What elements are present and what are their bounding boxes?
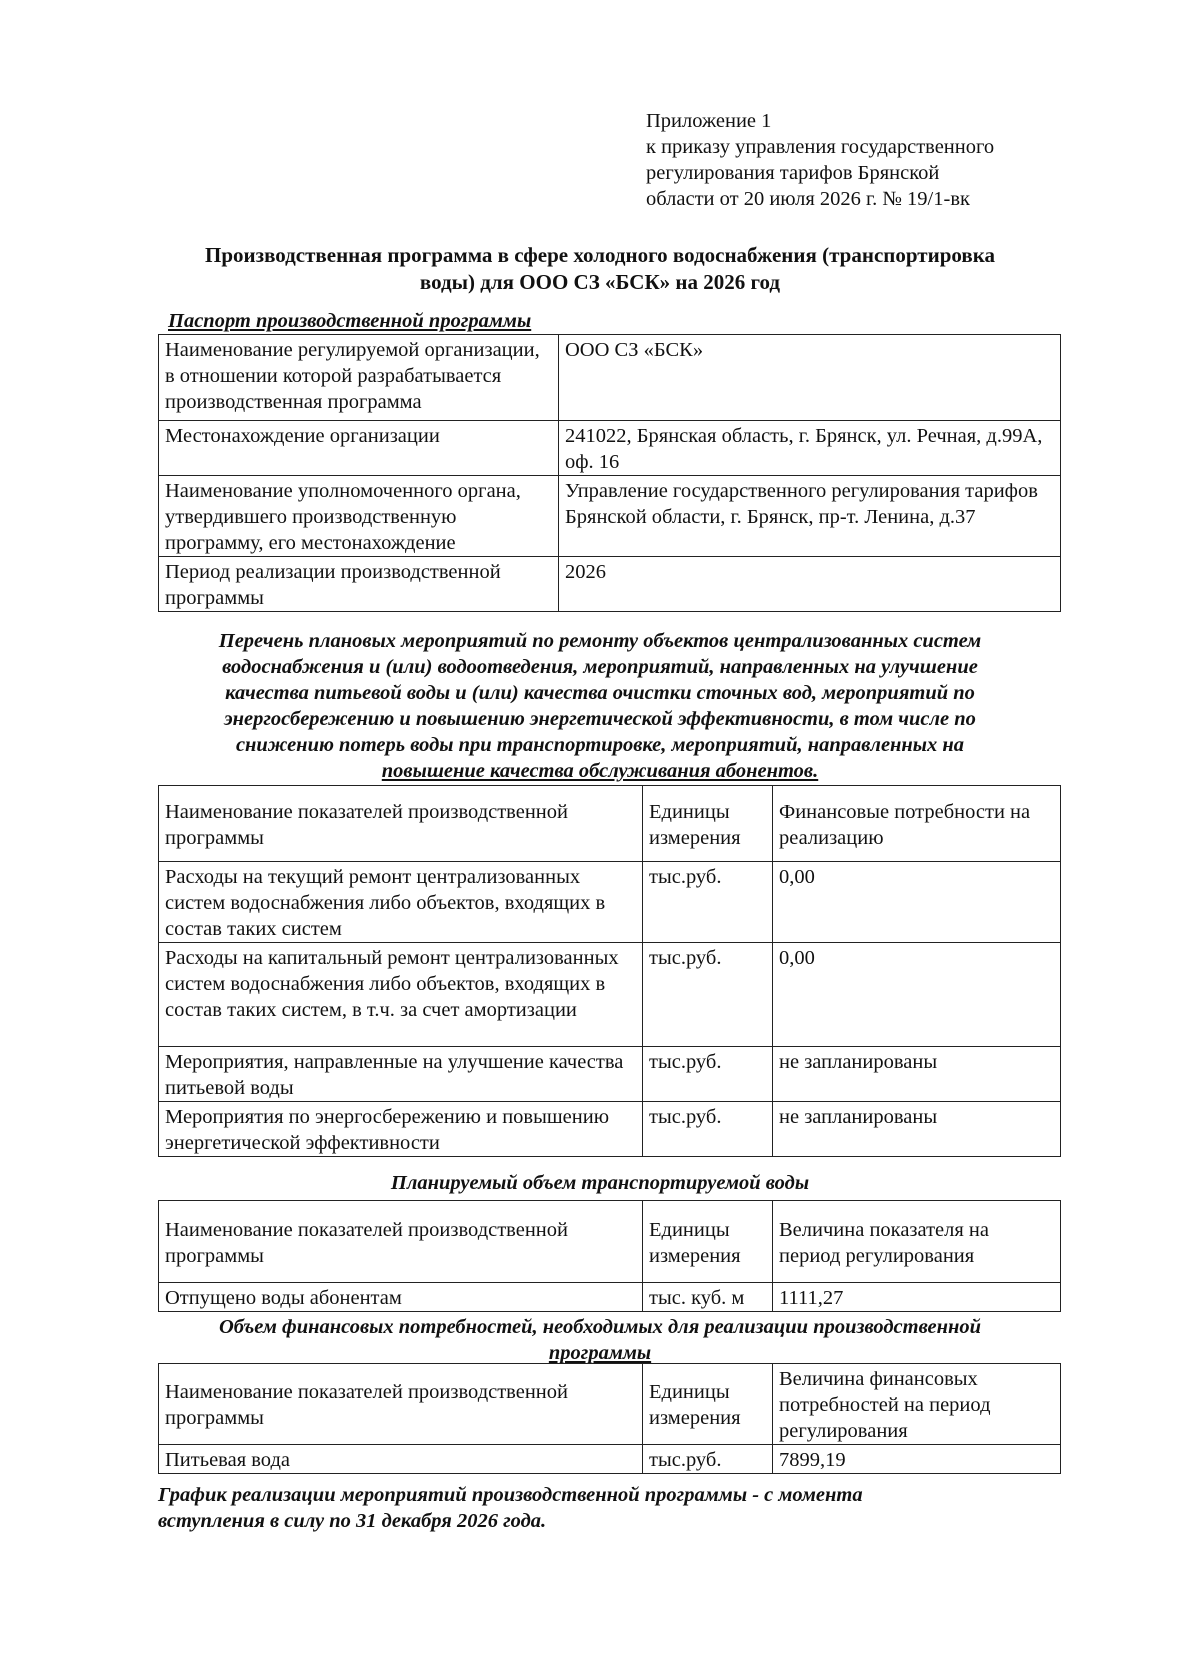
table-row bbox=[159, 421, 1061, 476]
passport-value: Управление государственного регулирования тарифов Брянской области, г. Брянск, пр-т. Ленина, д.37 bbox=[559, 476, 1061, 557]
schedule-line: вступления в силу по 31 декабря 2026 года. bbox=[158, 1510, 547, 1532]
cell-value: 7899,19 bbox=[773, 1445, 1061, 1474]
column-header: Финансовые потребности на реализацию bbox=[773, 786, 1061, 862]
cell-unit: тыс. куб. м bbox=[643, 1283, 773, 1312]
schedule-note bbox=[158, 1482, 1058, 1534]
column-header: Наименование показателей производственной программы bbox=[159, 1364, 643, 1445]
passport-table bbox=[158, 334, 1061, 612]
table-row bbox=[159, 862, 1061, 943]
column-header: Единицы измерения bbox=[643, 786, 773, 862]
volume-heading: Планируемый объем транспортируемой воды bbox=[390, 1172, 810, 1194]
title-line: Производственная программа в сфере холодного водоснабжения (транспортировка bbox=[205, 243, 995, 267]
column-header: Наименование показателей производственной программы bbox=[159, 1201, 643, 1283]
passport-label: Местонахождение организации bbox=[159, 421, 559, 476]
table-header-row bbox=[159, 786, 1061, 862]
cell-name: Отпущено воды абонентам bbox=[159, 1283, 643, 1312]
table-header-row bbox=[159, 1201, 1061, 1283]
passport-label: Период реализации производственной программы bbox=[159, 557, 559, 612]
cell-unit: тыс.руб. bbox=[643, 1445, 773, 1474]
appendix-line: Приложение 1 bbox=[646, 110, 772, 132]
cell-name: Мероприятия по энергосбережению и повышению энергетической эффективности bbox=[159, 1102, 643, 1157]
column-header: Единицы измерения bbox=[643, 1364, 773, 1445]
schedule-line: График реализации мероприятий производственной программы - с момента bbox=[158, 1484, 863, 1506]
appendix-block bbox=[646, 108, 1106, 212]
finance-heading bbox=[150, 1314, 1050, 1366]
column-header: Величина показателя на период регулирования bbox=[773, 1201, 1061, 1283]
table-row bbox=[159, 476, 1061, 557]
table-row bbox=[159, 557, 1061, 612]
cell-name: Расходы на текущий ремонт централизованных систем водоснабжения либо объектов, входящих в состав таких систем bbox=[159, 862, 643, 943]
cell-value: не запланированы bbox=[773, 1102, 1061, 1157]
passport-value: ООО СЗ «БСК» bbox=[559, 335, 1061, 421]
table-row bbox=[159, 335, 1061, 421]
measures-heading-line: качества питьевой воды и (или) качества очистки сточных вод, мероприятий по bbox=[225, 682, 975, 704]
column-header: Единицы измерения bbox=[643, 1201, 773, 1283]
cell-name: Мероприятия, направленные на улучшение качества питьевой воды bbox=[159, 1047, 643, 1102]
table-row bbox=[159, 1445, 1061, 1474]
measures-heading-line: водоснабжения и (или) водоотведения, мероприятий, направленных на улучшение bbox=[222, 656, 978, 678]
appendix-line: регулирования тарифов Брянской bbox=[646, 162, 940, 184]
cell-value: не запланированы bbox=[773, 1047, 1061, 1102]
cell-unit: тыс.руб. bbox=[643, 1047, 773, 1102]
measures-heading-line: Перечень плановых мероприятий по ремонту объектов централизованных систем bbox=[218, 630, 982, 652]
measures-heading-line: снижению потерь воды при транспортировке, мероприятий, направленных на bbox=[235, 734, 965, 756]
cell-unit: тыс.руб. bbox=[643, 862, 773, 943]
cell-value: 1111,27 bbox=[773, 1283, 1061, 1312]
cell-name: Расходы на капитальный ремонт централизованных систем водоснабжения либо объектов, входящих в состав таких систем, в т.ч. за счет амортизации bbox=[159, 943, 643, 1047]
measures-heading-line: повышение качества обслуживания абонентов. bbox=[381, 760, 819, 782]
cell-name: Питьевая вода bbox=[159, 1445, 643, 1474]
appendix-line: области от 20 июля 2026 г. № 19/1-вк bbox=[646, 188, 970, 210]
passport-value: 241022, Брянская область, г. Брянск, ул. Речная, д.99А, оф. 16 bbox=[559, 421, 1061, 476]
measures-heading-line: энергосбережению и повышению энергетической эффективности, в том числе по bbox=[224, 708, 976, 730]
table-row bbox=[159, 1047, 1061, 1102]
passport-heading: Паспорт производственной программы bbox=[168, 310, 532, 332]
finance-table bbox=[158, 1363, 1061, 1474]
appendix-line: к приказу управления государственного bbox=[646, 136, 995, 158]
cell-value: 0,00 bbox=[773, 943, 1061, 1047]
column-header: Наименование показателей производственной программы bbox=[159, 786, 643, 862]
title-line: воды) для ООО СЗ «БСК» на 2026 год bbox=[419, 270, 781, 294]
passport-label: Наименование регулируемой организации, в отношении которой разрабатывается производственная программа bbox=[159, 335, 559, 421]
document-title bbox=[150, 242, 1050, 296]
table-row bbox=[159, 1102, 1061, 1157]
volume-table bbox=[158, 1200, 1061, 1312]
finance-heading-line: программы bbox=[548, 1342, 652, 1364]
cell-value: 0,00 bbox=[773, 862, 1061, 943]
passport-value: 2026 bbox=[559, 557, 1061, 612]
table-row bbox=[159, 943, 1061, 1047]
passport-label: Наименование уполномоченного органа, утвердившего производственную программу, его местонахождение bbox=[159, 476, 559, 557]
table-row bbox=[159, 1283, 1061, 1312]
table-header-row bbox=[159, 1364, 1061, 1445]
measures-heading bbox=[150, 628, 1050, 784]
cell-unit: тыс.руб. bbox=[643, 1102, 773, 1157]
cell-unit: тыс.руб. bbox=[643, 943, 773, 1047]
measures-table bbox=[158, 785, 1061, 1157]
column-header: Величина финансовых потребностей на период регулирования bbox=[773, 1364, 1061, 1445]
finance-heading-line: Объем финансовых потребностей, необходимых для реализации производственной bbox=[218, 1316, 982, 1338]
